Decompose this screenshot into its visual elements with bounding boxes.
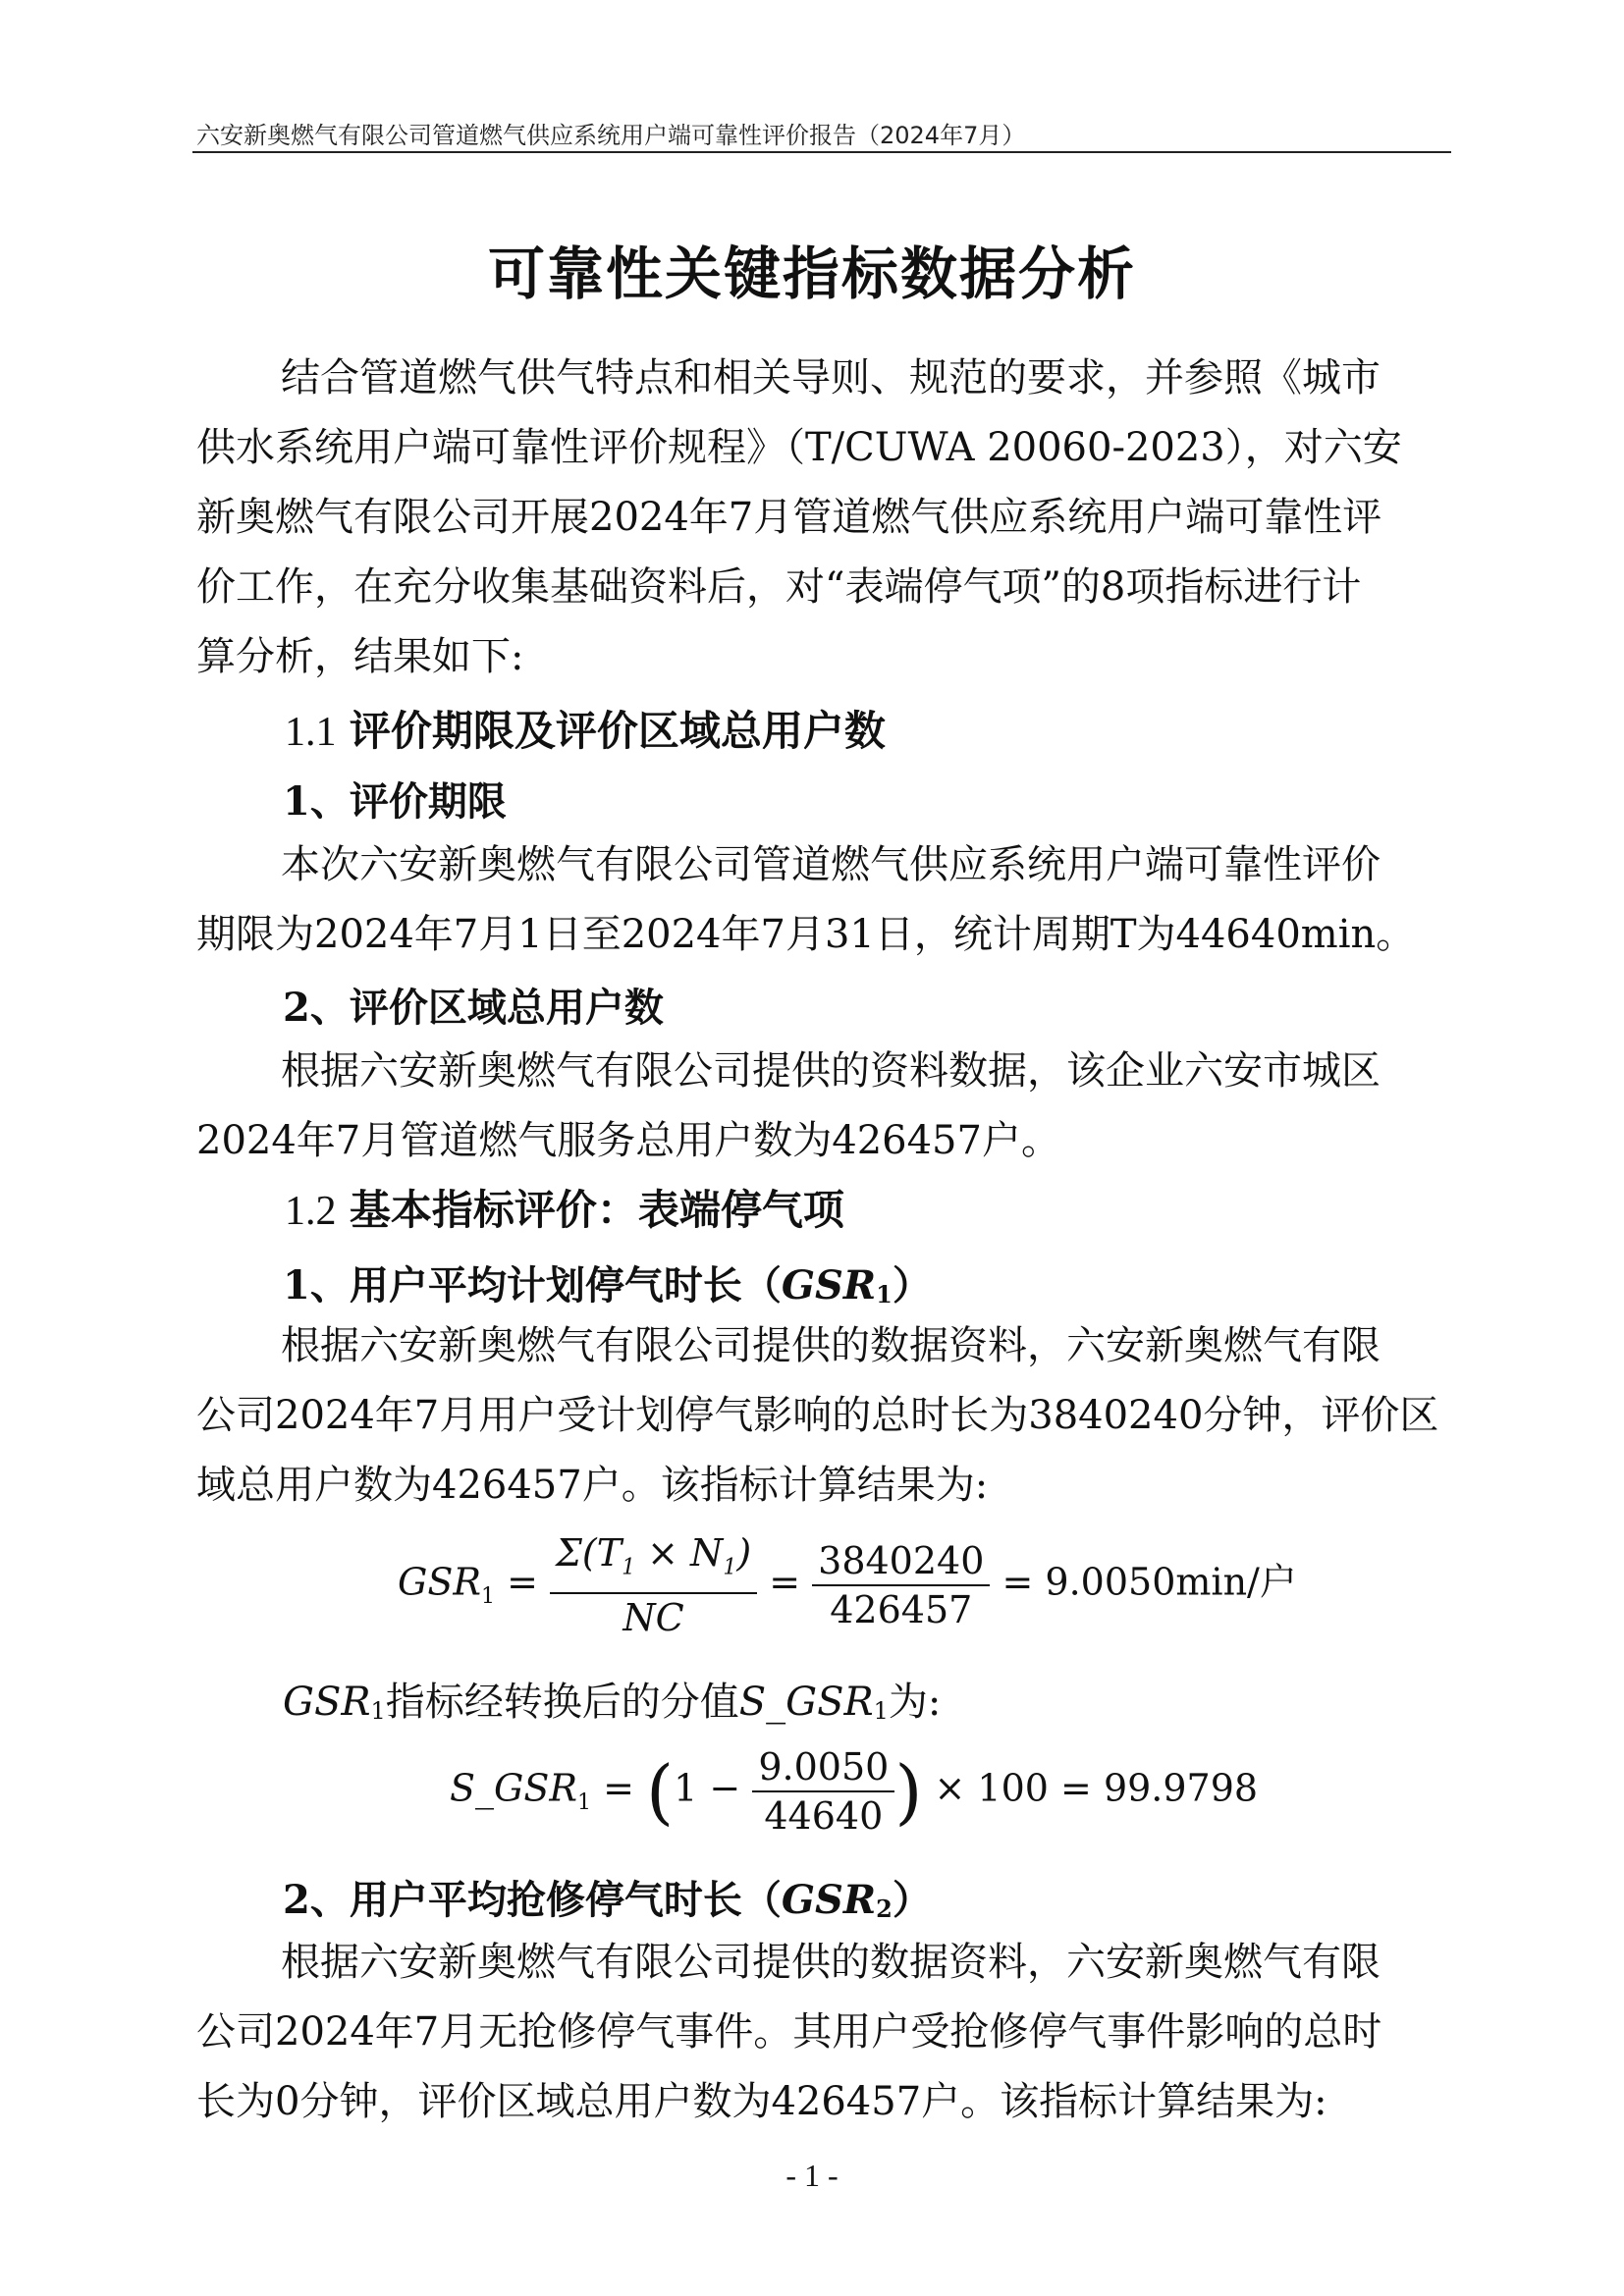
- gsr2-paragraph: [196, 1928, 1451, 2137]
- text-line: 2024年7月管道燃气服务总用户数为426457户。: [196, 1118, 1060, 1163]
- text-line: 供水系统用户端可靠性评价规程》（T/CUWA 20060-2023），对六安: [196, 425, 1402, 470]
- section-title: 基本指标评价：表端停气项: [349, 1186, 844, 1234]
- text-line: 域总用户数为426457户。该指标计算结果为:: [196, 1463, 989, 1508]
- formula-result: × 100 = 99.9798: [934, 1766, 1259, 1810]
- var-sub: 1: [873, 1697, 889, 1725]
- subheading-period: 1、评价期限: [283, 778, 507, 825]
- subheading-subscript: 1: [876, 1280, 893, 1308]
- text-line: 根据六安新奥燃气有限公司提供的数据资料，六安新奥燃气有限: [281, 1940, 1380, 1985]
- conversion-line: [283, 1671, 941, 1727]
- formula-result: = 9.0050min/户: [1001, 1560, 1297, 1604]
- subheading-suffix: ）: [892, 1877, 932, 1923]
- fraction-numerator: 3840240: [812, 1537, 990, 1586]
- formula-lhs-sub: 1: [577, 1790, 592, 1816]
- num-part: × N: [635, 1531, 724, 1575]
- fraction-numeric: [752, 1743, 894, 1840]
- subheading-users: 2、评价区域总用户数: [283, 985, 664, 1031]
- num-sub: 1: [723, 1555, 737, 1580]
- num-part: ): [736, 1531, 752, 1575]
- subheading-gsr1: [283, 1255, 932, 1310]
- text-line: 本次六安新奥燃气有限公司管道燃气供应系统用户端可靠性评价: [281, 842, 1380, 887]
- text-line: 根据六安新奥燃气有限公司提供的数据资料，六安新奥燃气有限: [281, 1323, 1380, 1368]
- section-heading-1-1: [285, 699, 886, 758]
- header-rule: [192, 151, 1451, 153]
- subheading-subscript: 2: [876, 1895, 893, 1923]
- fraction-numerator: [550, 1529, 757, 1594]
- fraction-denominator: 426457: [830, 1587, 973, 1631]
- subheading-prefix: 1、用户平均计划停气时长（: [283, 1262, 782, 1308]
- users-paragraph: [196, 1037, 1451, 1176]
- fraction-numerator: 9.0050: [752, 1743, 894, 1792]
- text-line: 公司2024年7月用户受计划停气影响的总时长为3840240分钟，评价区: [196, 1393, 1439, 1438]
- subheading-suffix: ）: [892, 1262, 932, 1308]
- subheading-var: GSR: [781, 1262, 877, 1308]
- formula-s-gsr1: $S\_GSR_1 = (1$ − $\frac{9.0050}{44640}$ ) × 100 = 99.9798: [450, 1745, 1259, 1838]
- subheading-gsr2: [283, 1869, 932, 1925]
- subheading-prefix: 2、用户平均抢修停气时长（: [283, 1877, 782, 1923]
- text-line: 公司2024年7月无抢修停气事件。其用户受抢修停气事件影响的总时: [196, 2009, 1382, 2055]
- page-number: - 1 -: [785, 2158, 839, 2193]
- page-title: 可靠性关键指标数据分析: [487, 240, 1136, 307]
- text: 指标经转换后的分值: [385, 1680, 739, 1725]
- section-number: 1.1: [285, 710, 337, 755]
- section-title: 评价期限及评价区域总用户数: [349, 707, 886, 755]
- formula-lhs-sub: 1: [481, 1583, 495, 1609]
- formula-lhs: S_GSR: [450, 1766, 578, 1810]
- formula-gsr1: $GSR_1$ = $\frac{\Sigma(T_1 \times N_1)}{NC}$ = $\frac{3840240}{426457}$ = 9.0050min/户: [398, 1531, 1297, 1639]
- section-number: 1.2: [285, 1189, 337, 1234]
- var: GSR: [283, 1680, 371, 1725]
- var: S_GSR: [738, 1680, 874, 1725]
- fraction-denominator: NC: [623, 1595, 684, 1639]
- text-line: 结合管道燃气供气特点和相关导则、规范的要求，并参照《城市: [281, 355, 1380, 400]
- text-line: 期限为2024年7月1日至2024年7月31日，统计周期T为44640min。: [196, 912, 1416, 957]
- close-paren: ): [894, 1750, 923, 1833]
- open-paren: (: [646, 1750, 675, 1833]
- fraction-denominator: 44640: [764, 1794, 884, 1838]
- subheading-var: GSR: [781, 1877, 877, 1923]
- section-heading-1-2: [285, 1178, 844, 1237]
- formula-lhs: GSR: [398, 1560, 481, 1604]
- text-line: 算分析，结果如下:: [196, 634, 524, 679]
- num-part: Σ(T: [556, 1531, 623, 1575]
- running-header: 六安新奥燃气有限公司管道燃气供应系统用户端可靠性评价报告（2024年7月）: [196, 122, 1026, 149]
- var-sub: 1: [370, 1697, 386, 1725]
- text-line: 长为0分钟，评价区域总用户数为426457户。该指标计算结果为:: [196, 2079, 1327, 2124]
- fraction-symbolic: [550, 1529, 757, 1641]
- gsr1-paragraph: [196, 1311, 1451, 1521]
- text-line: 根据六安新奥燃气有限公司提供的资料数据，该企业六安市城区: [281, 1048, 1380, 1094]
- one-minus: 1 −: [674, 1766, 741, 1810]
- text-line: 新奥燃气有限公司开展2024年7月管道燃气供应系统用户端可靠性评: [196, 495, 1382, 540]
- text-line: 价工作，在充分收集基础资料后，对“表端停气项”的8项指标进行计: [196, 564, 1362, 610]
- text: 为:: [888, 1680, 942, 1725]
- num-sub: 1: [622, 1555, 636, 1580]
- intro-paragraph: [196, 344, 1451, 692]
- fraction-numeric: [812, 1537, 990, 1633]
- period-paragraph: [196, 830, 1451, 970]
